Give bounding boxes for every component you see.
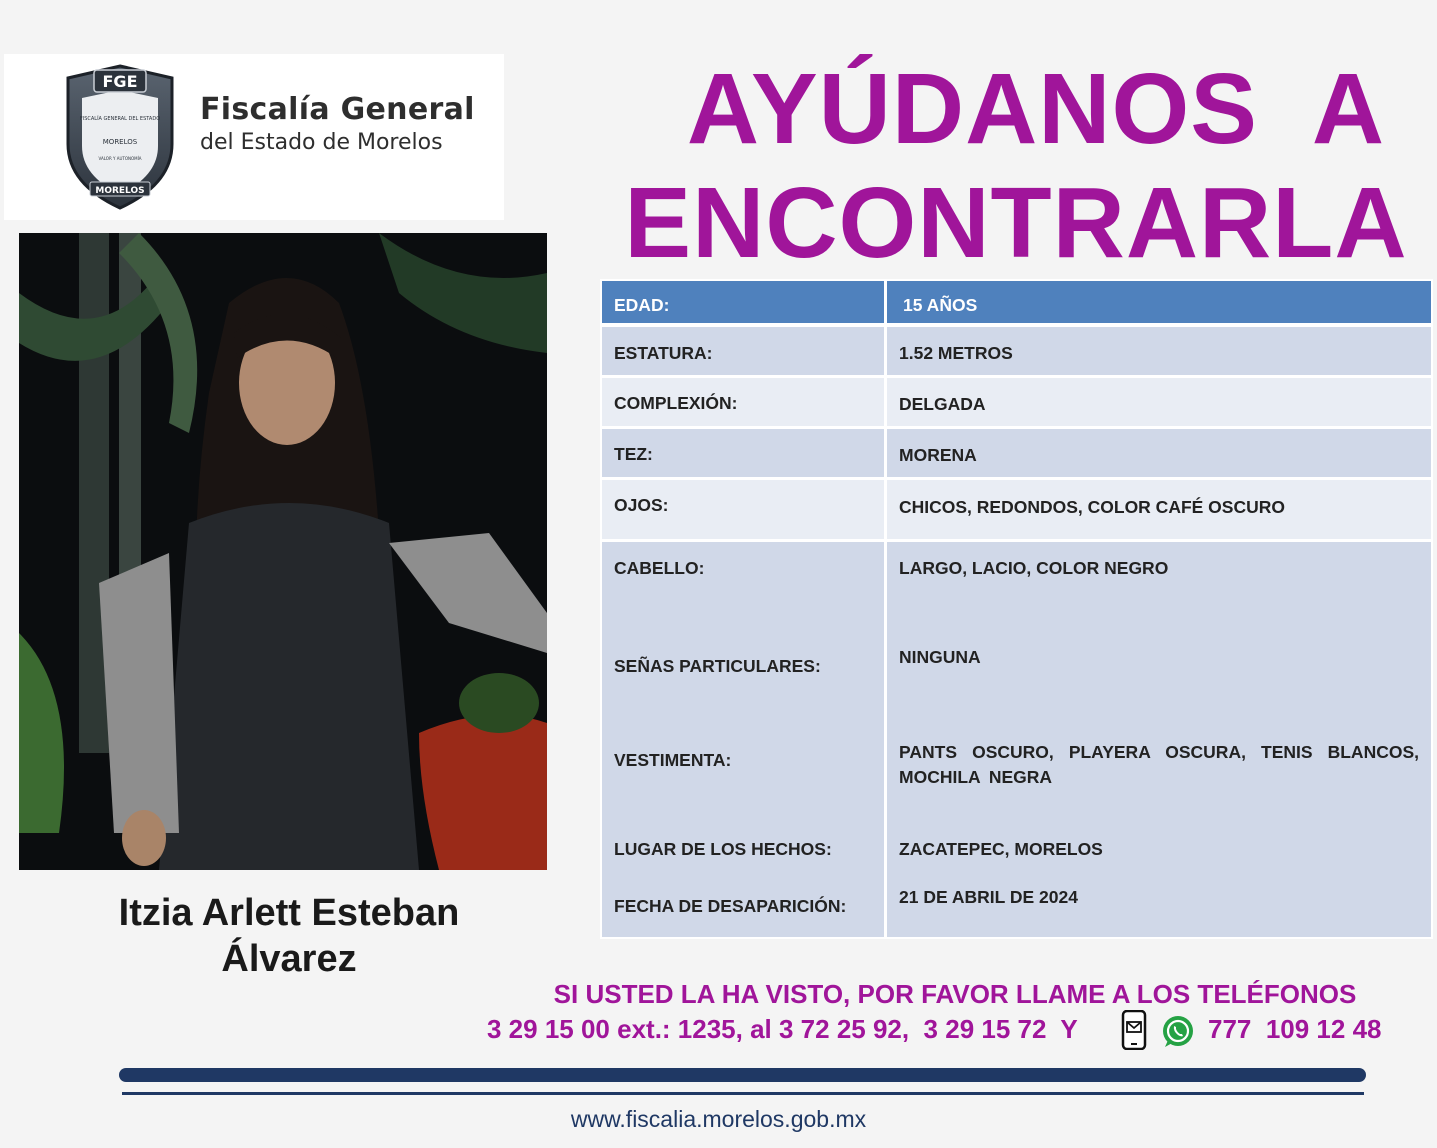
label-senas: SEÑAS PARTICULARES: xyxy=(614,656,821,676)
svg-text:FISCALÍA GENERAL DEL ESTADO: FISCALÍA GENERAL DEL ESTADO xyxy=(79,116,161,122)
agency-logo-block xyxy=(4,54,504,220)
value-tez: MORENA xyxy=(887,429,1431,477)
value-complexion: DELGADA xyxy=(887,378,1431,426)
label-column xyxy=(602,542,884,937)
table-row-estatura xyxy=(600,327,1433,375)
divider-bar xyxy=(119,1068,1366,1082)
value-ojos: CHICOS, REDONDOS, COLOR CAFÉ OSCURO xyxy=(887,480,1431,539)
photo-illustration xyxy=(19,233,547,870)
headline xyxy=(600,52,1432,280)
label-edad: EDAD: xyxy=(602,281,884,323)
label-complexion: COMPLEXIÓN: xyxy=(602,378,884,426)
table-row-group xyxy=(600,542,1433,937)
value-senas: NINGUNA xyxy=(899,647,981,667)
fge-badge-icon xyxy=(60,64,180,210)
person-name-line2: Álvarez xyxy=(221,938,357,980)
svg-text:VALOR Y AUTONOMÍA: VALOR Y AUTONOMÍA xyxy=(98,156,142,161)
svg-text:MORELOS: MORELOS xyxy=(95,186,145,196)
person-name xyxy=(19,890,559,982)
table-row-ojos xyxy=(600,480,1433,539)
label-estatura: ESTATURA: xyxy=(602,327,884,375)
svg-text:MORELOS: MORELOS xyxy=(102,138,138,146)
value-fecha: 21 DE ABRIL DE 2024 xyxy=(899,887,1078,907)
table-row-complexion xyxy=(600,378,1433,426)
contact-call-to-action: SI USTED LA HA VISTO, POR FAVOR LLAME A LOS TELÉFONOS xyxy=(553,979,1357,1009)
person-name-line1: Itzia Arlett Esteban xyxy=(118,892,460,934)
missing-person-photo xyxy=(19,233,547,870)
label-lugar: LUGAR DE LOS HECHOS: xyxy=(614,839,832,859)
website-link[interactable]: www.fiscalia.morelos.gob.mx xyxy=(570,1106,867,1132)
value-estatura: 1.52 METROS xyxy=(887,327,1431,375)
label-tez: TEZ: xyxy=(602,429,884,477)
value-column xyxy=(887,542,1431,937)
value-vestimenta: PANTS OSCURO, PLAYERA OSCURA, TENIS BLANCOS, MOCHILA NEGRA xyxy=(899,742,1419,787)
whatsapp-icon xyxy=(1160,1014,1196,1050)
svg-text:FGE: FGE xyxy=(102,72,138,91)
phone-numbers: 3 29 15 00 ext.: 1235, al 3 72 25 92, 3 29 15 72 Y xyxy=(487,1014,1078,1044)
value-cabello: LARGO, LACIO, COLOR NEGRO xyxy=(899,558,1169,578)
table-row-tez xyxy=(600,429,1433,477)
label-vestimenta: VESTIMENTA: xyxy=(614,750,732,770)
label-cabello: CABELLO: xyxy=(614,558,705,578)
table-row-edad xyxy=(600,281,1433,323)
divider-line xyxy=(122,1092,1364,1095)
label-fecha: FECHA DE DESAPARICIÓN: xyxy=(614,896,847,916)
org-name xyxy=(200,92,475,158)
label-ojos: OJOS: xyxy=(602,480,884,539)
value-edad: 15 AÑOS xyxy=(887,281,1431,323)
value-lugar: ZACATEPEC, MORELOS xyxy=(899,839,1103,859)
whatsapp-number: 777 109 12 48 xyxy=(1208,1014,1382,1044)
headline-line1: AYÚDANOS A xyxy=(686,53,1386,165)
org-name-line1: Fiscalía General xyxy=(200,92,475,127)
headline-line2: ENCONTRARLA xyxy=(624,167,1408,279)
mobile-message-icon xyxy=(1120,1010,1148,1050)
details-table xyxy=(600,279,1433,939)
org-name-line2: del Estado de Morelos xyxy=(200,130,443,155)
